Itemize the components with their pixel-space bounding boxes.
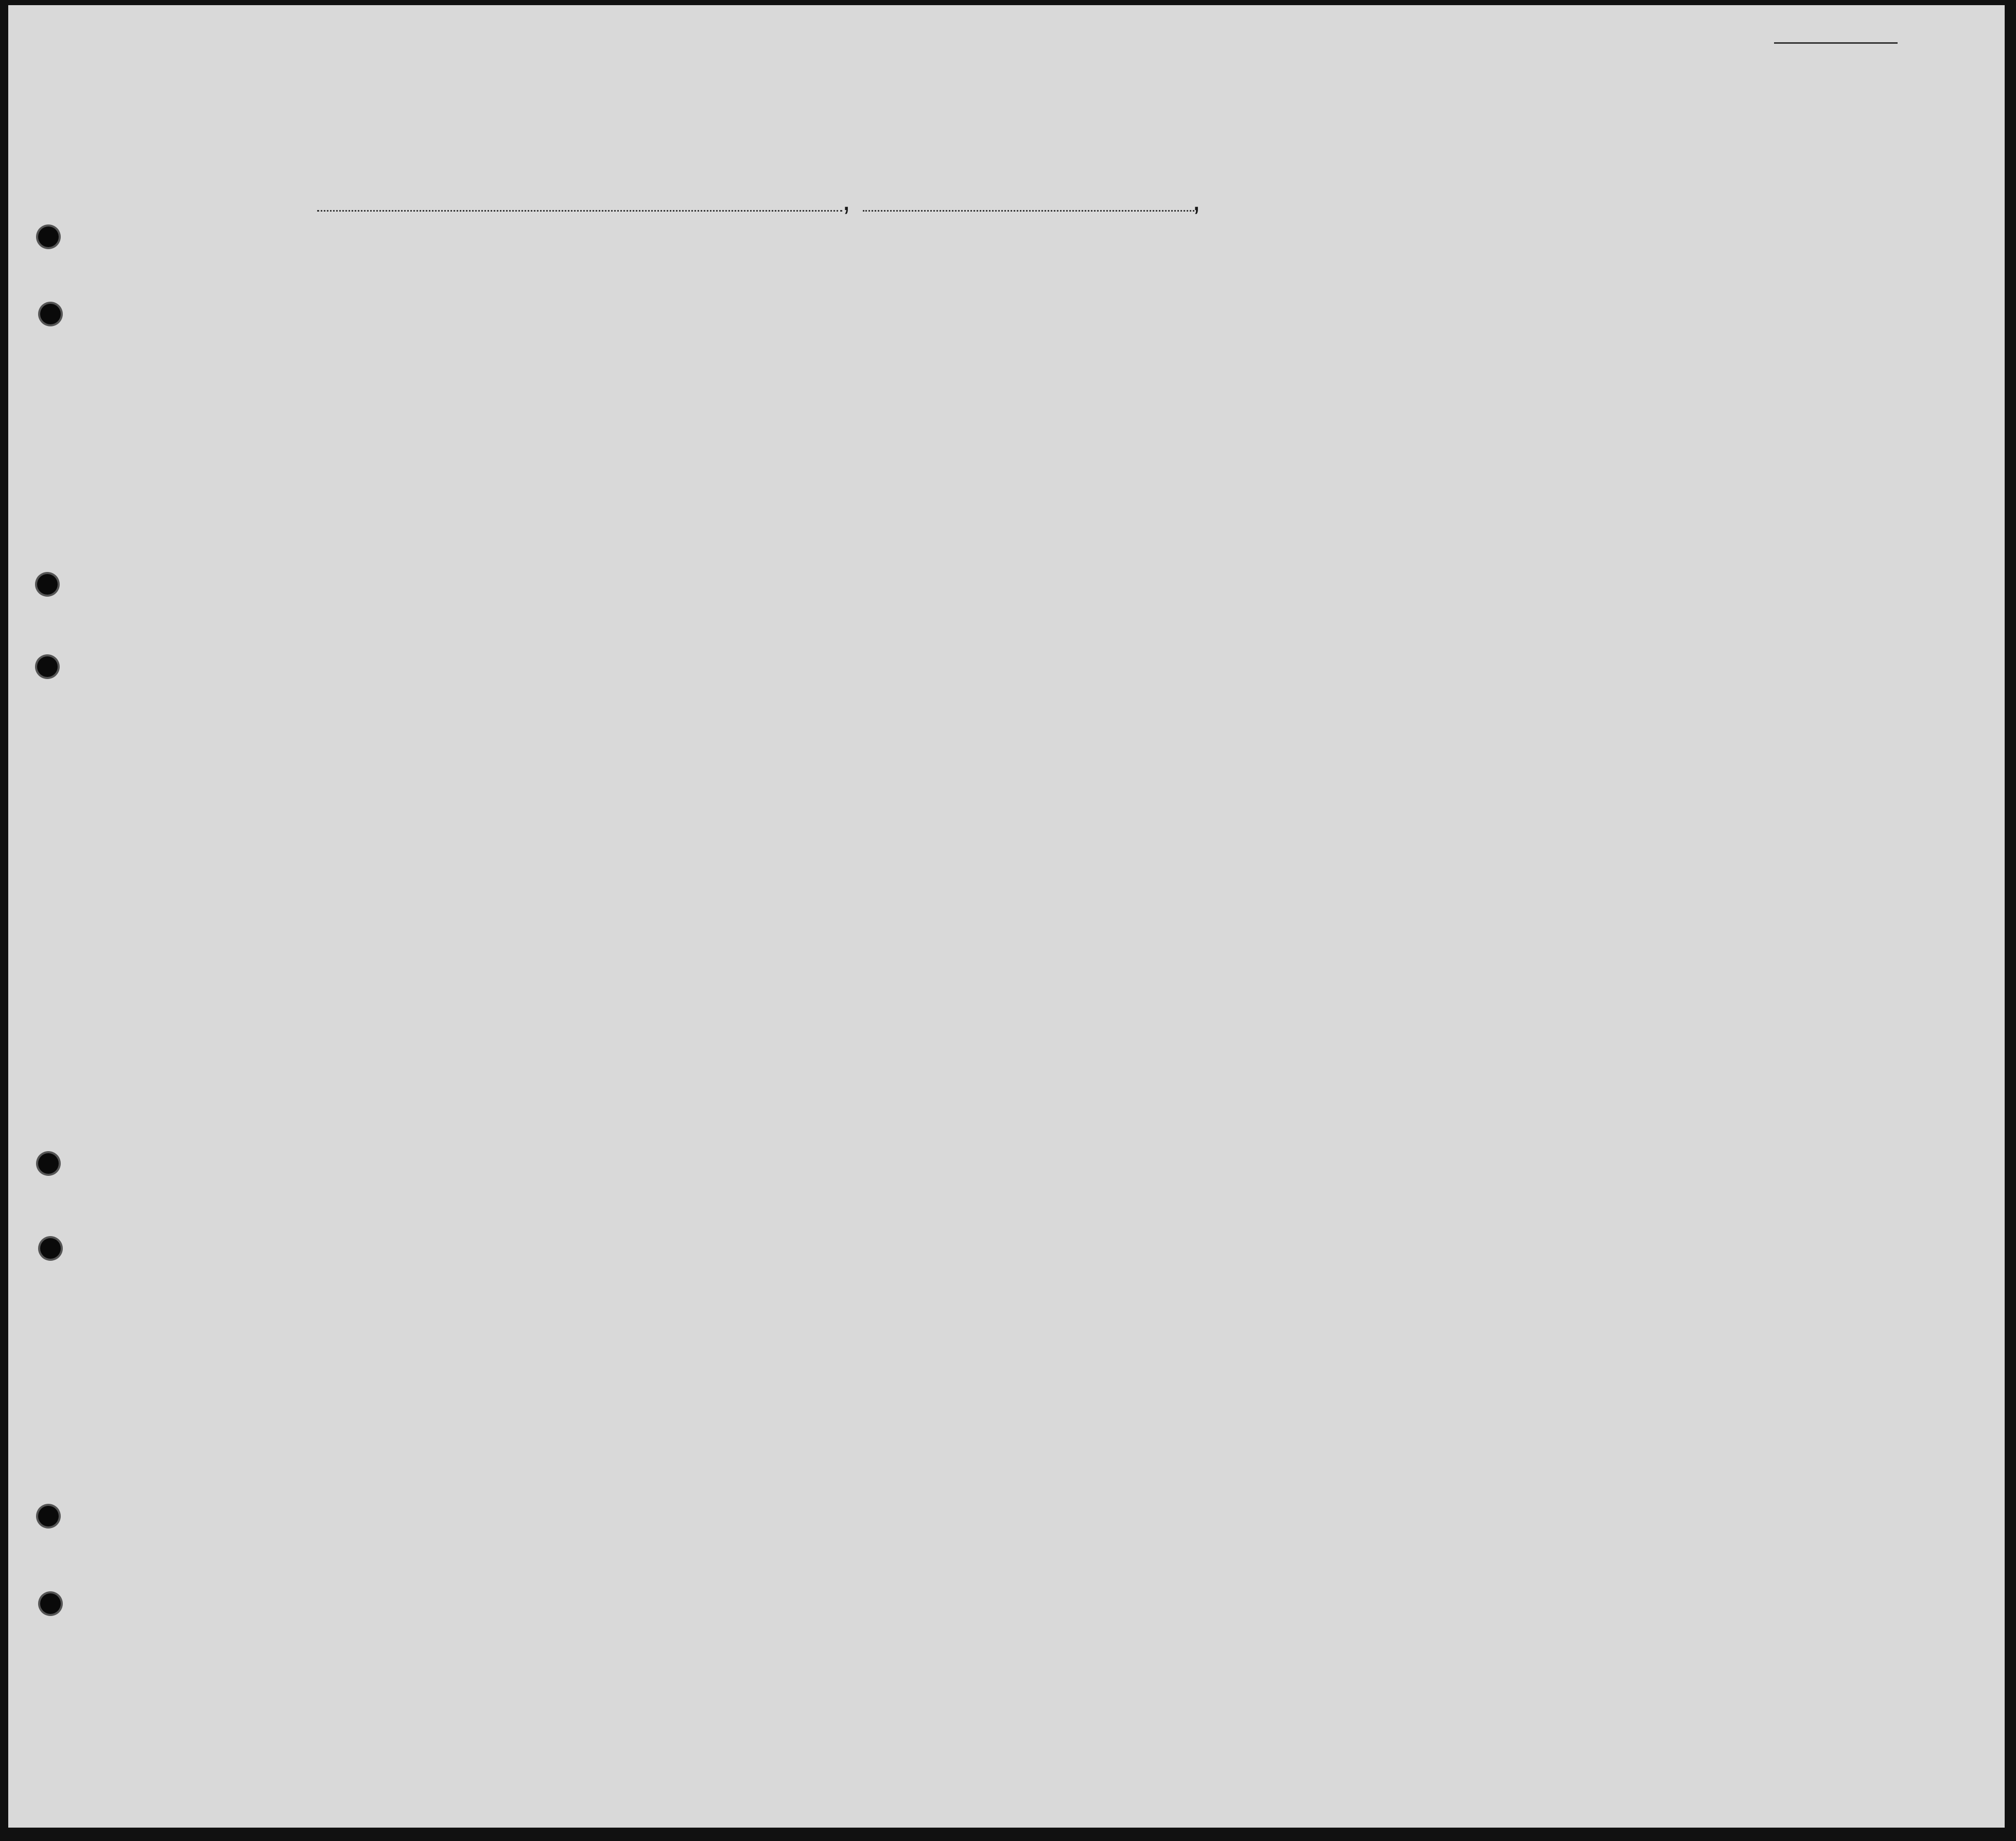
heading-anarchist <box>1359 278 1380 412</box>
binder-hole <box>40 1593 61 1614</box>
binder-hole <box>40 304 61 324</box>
heading-ticket <box>572 277 593 406</box>
heading-deported <box>1488 278 1508 412</box>
heading-overthrow <box>1382 278 1430 412</box>
binder-hole <box>38 1506 59 1526</box>
manifest-sheet <box>8 5 2005 1828</box>
binder-hole <box>40 1238 61 1259</box>
binder-hole <box>37 656 58 677</box>
date-line <box>863 210 1197 212</box>
port-line <box>317 210 842 212</box>
heading-purpose-b <box>1187 288 1218 402</box>
comma-1: , <box>842 183 851 217</box>
comma-2: , <box>1192 183 1201 217</box>
heading-feet <box>1645 366 1661 402</box>
heading-contract <box>1434 278 1467 412</box>
form-grid <box>8 5 2005 1828</box>
list-value <box>1774 42 1898 44</box>
heading-purpose-c <box>1254 288 1285 402</box>
heading-polygamist <box>1332 278 1353 412</box>
binder-hole <box>38 1153 59 1174</box>
heading-inches <box>1667 360 1682 402</box>
binder-hole <box>37 574 58 595</box>
heading-possession-50 <box>699 277 722 406</box>
heading-prison <box>1293 278 1325 412</box>
binder-hole <box>38 227 59 247</box>
heading-purpose-a <box>1138 288 1180 402</box>
